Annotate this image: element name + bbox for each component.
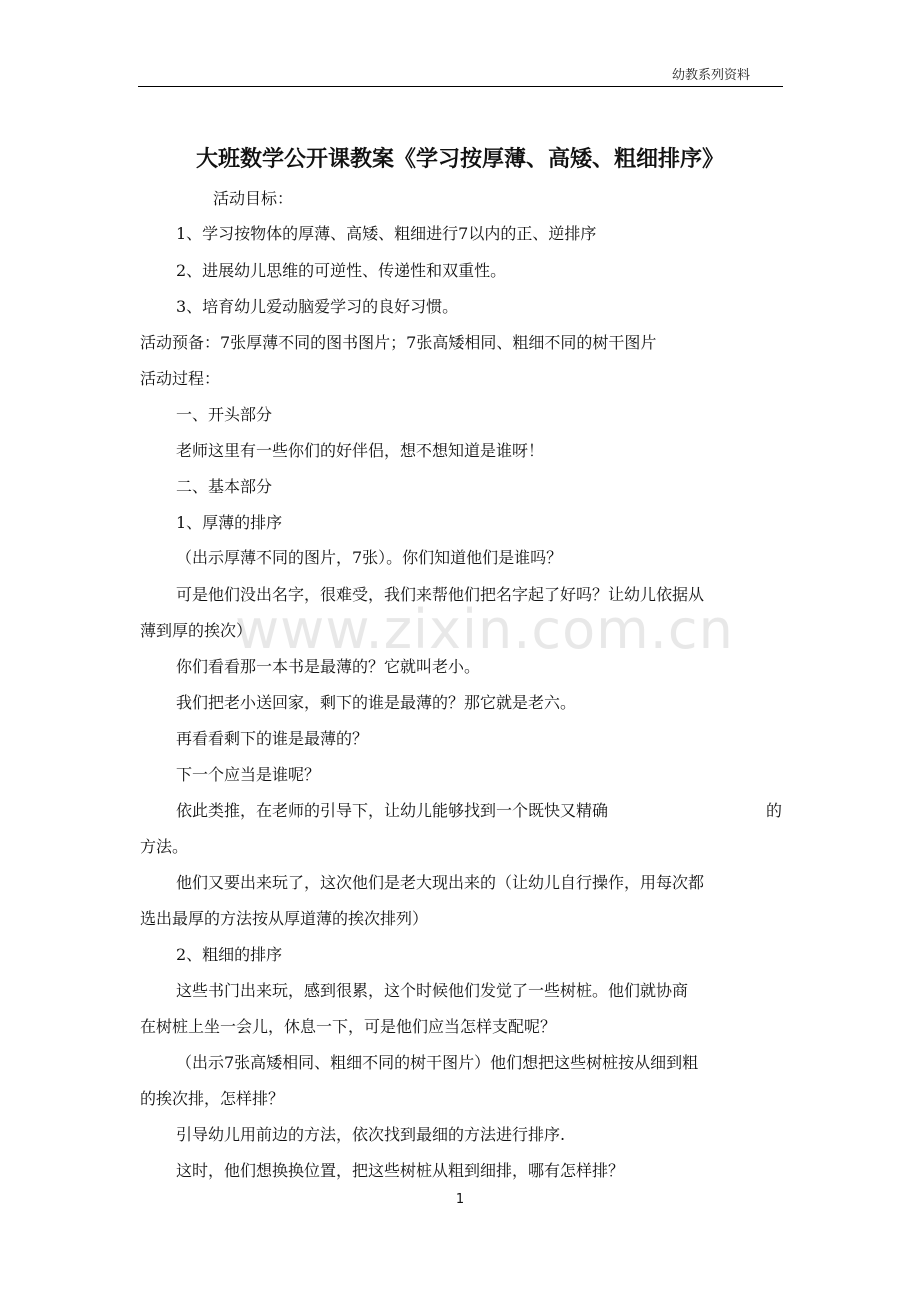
document-title: 大班数学公开课教案《学习按厚薄、高矮、粗细排序》: [195, 147, 724, 172]
paragraph-line: 2、进展幼儿思维的可逆性、传递性和双重性。: [176, 261, 507, 280]
paragraph-line: 薄到厚的挨次）: [140, 621, 253, 640]
paragraph-line: （出示厚薄不同的图片，7张）。你们知道他们是谁吗？: [176, 548, 563, 567]
paragraph-line: 你们看看那一本书是最薄的？它就叫老小。: [176, 657, 481, 676]
paragraph-line: 的挨次排，怎样排？: [140, 1089, 285, 1108]
paragraph-line: 这些书门出来玩，感到很累，这个时候他们发觉了一些树桩。他们就协商: [176, 981, 689, 1000]
paragraph-line: 选出最厚的方法按从厚道薄的挨次排列）: [140, 909, 429, 928]
paragraph-line: 在树桩上坐一会儿，休息一下，可是他们应当怎样支配呢？: [140, 1017, 557, 1036]
paragraph-line: 下一个应当是谁呢？: [176, 765, 321, 784]
paragraph-line: 1、学习按物体的厚薄、高矮、粗细进行7以内的正、逆排序: [176, 224, 597, 243]
paragraph-line: 可是他们没出名字，很难受，我们来帮他们把名字起了好吗？让幼儿依据从: [176, 585, 705, 604]
paragraph-line: 2、粗细的排序: [176, 945, 283, 964]
paragraph-line: 活动过程：: [140, 369, 221, 388]
page-number: 1: [455, 1192, 465, 1207]
paragraph-line: 活动预备：7张厚薄不同的图书图片；7张高矮相同、粗细不同的树干图片: [140, 333, 657, 352]
paragraph-line: （出示7张高矮相同、粗细不同的树干图片）他们想把这些树桩按从细到粗: [176, 1053, 699, 1072]
paragraph-line: 方法。: [140, 837, 189, 856]
header-label: 幼教系列资料: [672, 68, 751, 83]
paragraph-line: 引导幼儿用前边的方法，依次找到最细的方法进行排序.: [176, 1125, 566, 1144]
paragraph-line: 老师这里有一些你们的好伴侣，想不想知道是谁呀！: [176, 441, 545, 460]
paragraph-line: 这时，他们想换换位置，把这些树桩从粗到细排，哪有怎样排？: [176, 1161, 625, 1180]
paragraph-line: 1、厚薄的排序: [176, 513, 283, 532]
paragraph-line: 活动目标：: [213, 189, 294, 208]
header-rule: [138, 86, 783, 87]
watermark: www.zixin.com.cn: [235, 598, 734, 661]
paragraph-line-end: 的: [765, 801, 782, 820]
paragraph-line: 再看看剩下的谁是最薄的？: [176, 729, 369, 748]
paragraph-line: 他们又要出来玩了，这次他们是老大现出来的（让幼儿自行操作，用每次都: [176, 873, 705, 892]
paragraph-line: 一、开头部分: [176, 405, 273, 424]
paragraph-line: 二、基本部分: [176, 477, 273, 496]
paragraph-line: 3、培育幼儿爱动脑爱学习的良好习惯。: [176, 297, 459, 316]
paragraph-line: 我们把老小送回家，剩下的谁是最薄的？那它就是老六。: [176, 693, 577, 712]
paragraph-line-start: 依此类推，在老师的引导下，让幼儿能够找到一个既快又精确: [176, 801, 609, 820]
paragraph-line-justified: [176, 798, 782, 821]
